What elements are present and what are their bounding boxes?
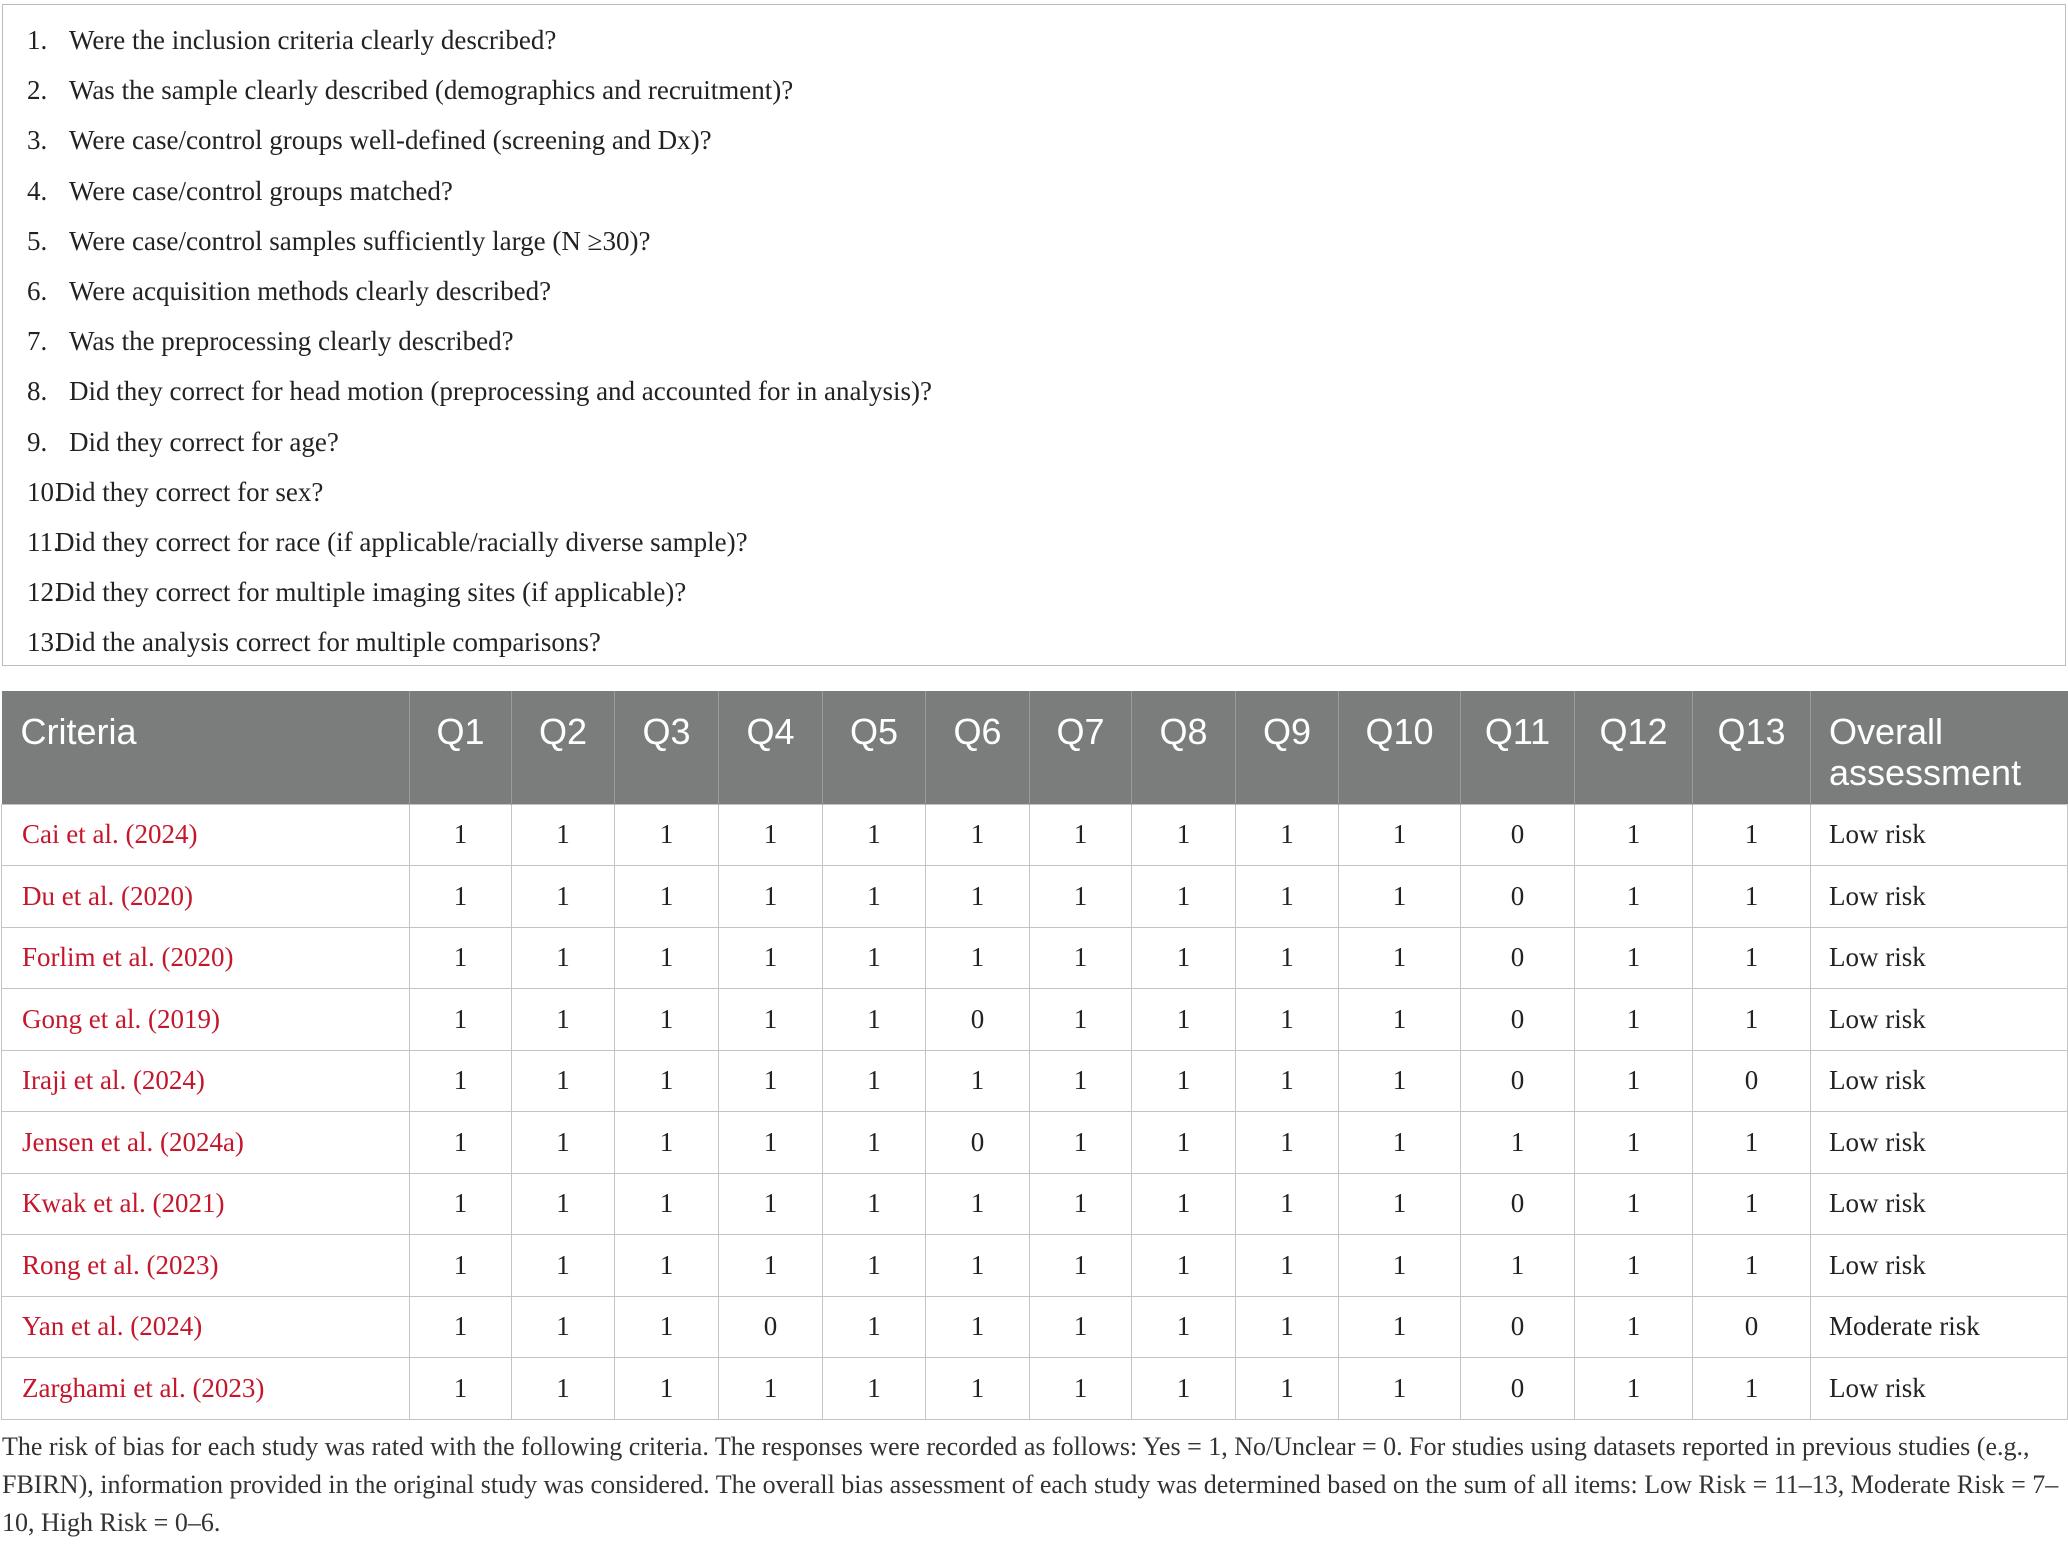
score-cell: 1: [926, 804, 1030, 866]
overall-assessment-cell: Low risk: [1811, 804, 2068, 866]
criteria-question: Did they correct for race (if applicable/racially diverse sample)?: [55, 526, 748, 557]
score-cell: 1: [719, 1112, 823, 1174]
header-q3: Q3: [615, 691, 719, 804]
score-cell: 1: [719, 1173, 823, 1235]
score-cell: 0: [1461, 927, 1575, 989]
score-cell: 0: [1461, 1296, 1575, 1358]
score-cell: 1: [410, 1112, 512, 1174]
study-citation-link[interactable]: Iraji et al. (2024): [2, 1050, 410, 1112]
score-cell: 1: [719, 989, 823, 1051]
score-cell: 1: [615, 927, 719, 989]
table-header-row: [2, 691, 2068, 804]
criteria-question: Were case/control groups well-defined (screening and Dx)?: [69, 125, 712, 156]
score-cell: 0: [1461, 1358, 1575, 1420]
score-cell: 1: [615, 866, 719, 928]
criteria-question: Did they correct for age?: [69, 426, 339, 457]
score-cell: 1: [1236, 989, 1339, 1051]
score-cell: 1: [719, 804, 823, 866]
score-cell: 0: [719, 1296, 823, 1358]
criteria-question: Were case/control groups matched?: [69, 175, 453, 206]
score-cell: 1: [1575, 866, 1693, 928]
score-cell: 1: [410, 1296, 512, 1358]
score-cell: 1: [1339, 1112, 1461, 1174]
criteria-number: 1.: [27, 25, 48, 55]
criteria-number: 5.: [27, 225, 48, 256]
criteria-number: 8.: [27, 376, 48, 407]
criteria-question: Were acquisition methods clearly described?: [69, 275, 552, 306]
header-q10: Q10: [1339, 691, 1461, 804]
header-q9: Q9: [1236, 691, 1339, 804]
criteria-number: 13.: [27, 627, 61, 658]
criteria-question: Were the inclusion criteria clearly described?: [69, 25, 557, 55]
table-row: [2, 1112, 2068, 1174]
criteria-item: [3, 617, 2065, 667]
score-cell: 1: [1030, 866, 1132, 928]
header-q7: Q7: [1030, 691, 1132, 804]
score-cell: 1: [410, 989, 512, 1051]
overall-assessment-cell: Low risk: [1811, 989, 2068, 1051]
table-row: [2, 1173, 2068, 1235]
score-cell: 1: [926, 927, 1030, 989]
score-cell: 1: [1030, 1173, 1132, 1235]
score-cell: 1: [615, 1050, 719, 1112]
score-cell: 1: [615, 1358, 719, 1420]
study-citation-link[interactable]: Forlim et al. (2020): [2, 927, 410, 989]
score-cell: 1: [1575, 989, 1693, 1051]
score-cell: 1: [823, 1296, 926, 1358]
score-cell: 1: [512, 1112, 615, 1174]
score-cell: 1: [823, 1112, 926, 1174]
score-cell: 1: [615, 1235, 719, 1297]
score-cell: 1: [719, 866, 823, 928]
score-cell: 1: [512, 1173, 615, 1235]
score-cell: 0: [1461, 866, 1575, 928]
score-cell: 1: [1132, 1050, 1236, 1112]
criteria-item: [3, 517, 2065, 567]
criteria-question: Was the sample clearly described (demographics and recruitment)?: [69, 75, 794, 106]
score-cell: 1: [1030, 1112, 1132, 1174]
table-row: [2, 1296, 2068, 1358]
study-citation-link[interactable]: Rong et al. (2023): [2, 1235, 410, 1297]
score-cell: 1: [719, 1050, 823, 1112]
score-cell: 0: [1461, 804, 1575, 866]
table-row: [2, 1235, 2068, 1297]
score-cell: 1: [1575, 1358, 1693, 1420]
score-cell: 1: [1339, 1296, 1461, 1358]
score-cell: 1: [1461, 1235, 1575, 1297]
overall-assessment-cell: Low risk: [1811, 1173, 2068, 1235]
criteria-number: 12.: [27, 577, 61, 608]
score-cell: 1: [410, 1173, 512, 1235]
score-cell: 1: [823, 927, 926, 989]
criteria-item: [3, 115, 2065, 165]
study-citation-link[interactable]: Gong et al. (2019): [2, 989, 410, 1051]
header-overall-assessment: Overall assessment: [1811, 691, 2068, 804]
criteria-number: 11.: [27, 526, 60, 557]
score-cell: 1: [1132, 866, 1236, 928]
score-cell: 1: [1461, 1112, 1575, 1174]
score-cell: 1: [1236, 1050, 1339, 1112]
criteria-number: 4.: [27, 175, 48, 206]
criteria-item: [3, 316, 2065, 366]
score-cell: 1: [410, 927, 512, 989]
score-cell: 1: [1132, 1235, 1236, 1297]
criteria-item: [3, 366, 2065, 416]
score-cell: 1: [926, 1173, 1030, 1235]
score-cell: 1: [1693, 927, 1811, 989]
header-q13: Q13: [1693, 691, 1811, 804]
overall-assessment-cell: Moderate risk: [1811, 1296, 2068, 1358]
table-footnote: The risk of bias for each study was rated with the following criteria. The responses were recorded as follows: Yes = 1, No/Unclear = 0. For studies using datasets reported in previous studies (e.g., FBIRN), information provided in the original study was considered. The overall bias assessment of each study was determined based on the sum of all items: Low Risk = 11–13, Moderate Risk = 7–10, High Risk = 0–6.: [2, 1432, 2059, 1537]
score-cell: 1: [823, 1235, 926, 1297]
score-cell: 1: [1575, 1112, 1693, 1174]
score-cell: 1: [926, 1358, 1030, 1420]
criteria-question: Were case/control samples sufficiently large (N ≥30)?: [69, 225, 651, 256]
score-cell: 0: [1461, 989, 1575, 1051]
criteria-number: 6.: [27, 275, 48, 306]
criteria-question: Did they correct for multiple imaging sites (if applicable)?: [55, 577, 687, 608]
overall-assessment-cell: Low risk: [1811, 1235, 2068, 1297]
criteria-item: [3, 65, 2065, 115]
score-cell: 1: [1030, 1296, 1132, 1358]
score-cell: 1: [1339, 1173, 1461, 1235]
score-cell: 1: [823, 866, 926, 928]
score-cell: 1: [1339, 1235, 1461, 1297]
criteria-number: 7.: [27, 326, 48, 357]
overall-assessment-cell: Low risk: [1811, 1358, 2068, 1420]
score-cell: 1: [1236, 1173, 1339, 1235]
score-cell: 1: [410, 804, 512, 866]
score-cell: 1: [410, 1050, 512, 1112]
score-cell: 1: [926, 1296, 1030, 1358]
score-cell: 1: [512, 1050, 615, 1112]
criteria-list: [2, 4, 2066, 666]
score-cell: 1: [615, 1173, 719, 1235]
score-cell: 1: [1575, 927, 1693, 989]
score-cell: 1: [719, 1235, 823, 1297]
table-row: [2, 866, 2068, 928]
score-cell: 0: [1461, 1173, 1575, 1235]
score-cell: 1: [512, 927, 615, 989]
risk-of-bias-table: [1, 691, 2068, 1420]
score-cell: 1: [615, 804, 719, 866]
score-cell: 1: [823, 1050, 926, 1112]
score-cell: 1: [1236, 1235, 1339, 1297]
score-cell: 1: [512, 1235, 615, 1297]
overall-assessment-cell: Low risk: [1811, 866, 2068, 928]
score-cell: 1: [410, 1235, 512, 1297]
criteria-item: [3, 417, 2065, 467]
score-cell: 1: [1132, 1358, 1236, 1420]
study-citation-link[interactable]: Yan et al. (2024): [2, 1296, 410, 1358]
score-cell: 1: [823, 1358, 926, 1420]
score-cell: 1: [512, 866, 615, 928]
score-cell: 1: [1339, 866, 1461, 928]
criteria-question: Did the analysis correct for multiple comparisons?: [55, 627, 601, 658]
header-q1: Q1: [410, 691, 512, 804]
score-cell: 1: [1132, 804, 1236, 866]
score-cell: 1: [1693, 1112, 1811, 1174]
score-cell: 1: [1339, 1050, 1461, 1112]
score-cell: 1: [1236, 804, 1339, 866]
criteria-item: [3, 166, 2065, 216]
score-cell: 1: [1030, 989, 1132, 1051]
header-q2: Q2: [512, 691, 615, 804]
score-cell: 1: [926, 866, 1030, 928]
score-cell: 1: [823, 804, 926, 866]
table-row: [2, 1050, 2068, 1112]
score-cell: 1: [926, 1050, 1030, 1112]
score-cell: 1: [1575, 804, 1693, 866]
criteria-item: [3, 266, 2065, 316]
score-cell: 1: [1236, 927, 1339, 989]
score-cell: 1: [823, 1173, 926, 1235]
table-row: [2, 1358, 2068, 1420]
score-cell: 1: [1030, 927, 1132, 989]
score-cell: 1: [1693, 1173, 1811, 1235]
score-cell: 1: [410, 1358, 512, 1420]
score-cell: 1: [719, 927, 823, 989]
overall-assessment-cell: Low risk: [1811, 1050, 2068, 1112]
criteria-question: Was the preprocessing clearly described?: [69, 326, 514, 357]
table-row: [2, 927, 2068, 989]
score-cell: 1: [926, 1235, 1030, 1297]
criteria-item: [3, 216, 2065, 266]
header-q6: Q6: [926, 691, 1030, 804]
score-cell: 1: [1236, 1112, 1339, 1174]
score-cell: 1: [1236, 866, 1339, 928]
score-cell: 1: [1132, 1296, 1236, 1358]
score-cell: 0: [1461, 1050, 1575, 1112]
criteria-question: Did they correct for head motion (preprocessing and accounted for in analysis)?: [69, 376, 932, 407]
score-cell: 1: [1339, 989, 1461, 1051]
criteria-number: 2.: [27, 75, 48, 106]
score-cell: 1: [1339, 927, 1461, 989]
criteria-item: [3, 15, 2065, 65]
score-cell: 0: [926, 989, 1030, 1051]
score-cell: 1: [512, 1358, 615, 1420]
criteria-number: 3.: [27, 125, 48, 156]
header-q4: Q4: [719, 691, 823, 804]
score-cell: 0: [1693, 1050, 1811, 1112]
score-cell: 1: [1575, 1173, 1693, 1235]
score-cell: 1: [1030, 1235, 1132, 1297]
header-q8: Q8: [1132, 691, 1236, 804]
table-row: [2, 989, 2068, 1051]
criteria-item: [3, 567, 2065, 617]
score-cell: 1: [1132, 927, 1236, 989]
score-cell: 1: [1030, 1050, 1132, 1112]
score-cell: 1: [512, 1296, 615, 1358]
criteria-number: 10.: [27, 476, 61, 507]
score-cell: 1: [1030, 1358, 1132, 1420]
score-cell: 1: [1132, 1173, 1236, 1235]
header-criteria: Criteria: [2, 691, 410, 804]
score-cell: 1: [1575, 1050, 1693, 1112]
overall-assessment-cell: Low risk: [1811, 1112, 2068, 1174]
score-cell: 1: [1575, 1235, 1693, 1297]
score-cell: 1: [823, 989, 926, 1051]
study-citation-link[interactable]: Zarghami et al. (2023): [2, 1358, 410, 1420]
score-cell: 1: [512, 989, 615, 1051]
score-cell: 1: [1339, 1358, 1461, 1420]
study-citation-link[interactable]: Jensen et al. (2024a): [2, 1112, 410, 1174]
score-cell: 1: [1693, 1235, 1811, 1297]
table-row: [2, 804, 2068, 866]
score-cell: 1: [615, 989, 719, 1051]
score-cell: 1: [615, 1296, 719, 1358]
overall-assessment-cell: Low risk: [1811, 927, 2068, 989]
score-cell: 1: [1575, 1296, 1693, 1358]
score-cell: 1: [1030, 804, 1132, 866]
criteria-question: Did they correct for sex?: [55, 476, 324, 507]
score-cell: 1: [512, 804, 615, 866]
header-q11: Q11: [1461, 691, 1575, 804]
score-cell: 1: [1693, 989, 1811, 1051]
criteria-number: 9.: [27, 426, 48, 457]
score-cell: 1: [1693, 804, 1811, 866]
score-cell: 1: [1693, 1358, 1811, 1420]
score-cell: 1: [615, 1112, 719, 1174]
score-cell: 1: [1236, 1296, 1339, 1358]
score-cell: 1: [719, 1358, 823, 1420]
header-q12: Q12: [1575, 691, 1693, 804]
score-cell: 0: [926, 1112, 1030, 1174]
study-citation-link[interactable]: Kwak et al. (2021): [2, 1173, 410, 1235]
header-q5: Q5: [823, 691, 926, 804]
score-cell: 1: [1236, 1358, 1339, 1420]
score-cell: 1: [1693, 866, 1811, 928]
criteria-item: [3, 467, 2065, 517]
score-cell: 1: [1339, 804, 1461, 866]
score-cell: 0: [1693, 1296, 1811, 1358]
score-cell: 1: [1132, 1112, 1236, 1174]
score-cell: 1: [410, 866, 512, 928]
study-citation-link[interactable]: Cai et al. (2024): [2, 804, 410, 866]
score-cell: 1: [1132, 989, 1236, 1051]
study-citation-link[interactable]: Du et al. (2020): [2, 866, 410, 928]
